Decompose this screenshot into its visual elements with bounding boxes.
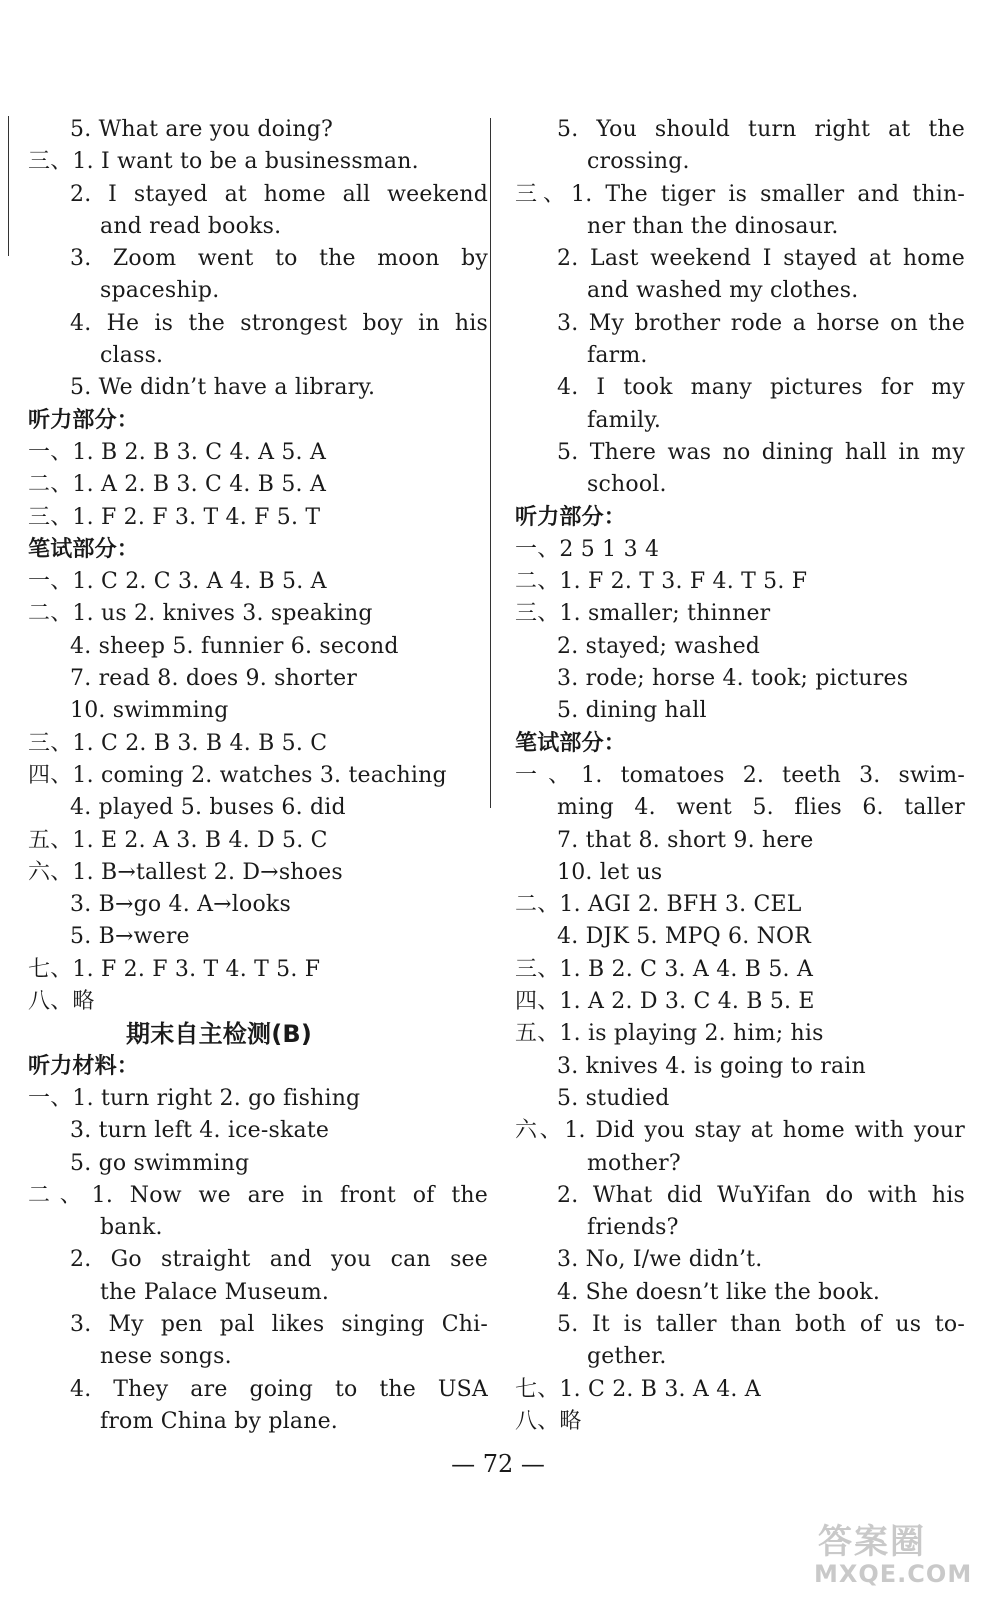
section-heading: 听力部分： (28, 407, 140, 433)
answer-line: 2. Last weekend I stayed at home (557, 246, 965, 272)
answer-line: 二、1. F 2. T 3. F 4. T 5. F (515, 569, 808, 595)
section-heading: 笔试部分： (28, 536, 140, 562)
answer-line: 七、1. F 2. F 3. T 4. T 5. F (28, 956, 321, 982)
answer-line: 4. They are going to the USA (70, 1376, 488, 1402)
answer-line: 10. swimming (70, 698, 229, 724)
answer-line: 六、1. B→tallest 2. D→shoes (28, 859, 343, 885)
answer-line: 2. What did WuYifan do with his (557, 1182, 965, 1208)
answer-line: 2. I stayed at home all weekend (70, 181, 488, 207)
answer-line: family. (587, 407, 662, 433)
answer-line: and washed my clothes. (587, 278, 859, 304)
answer-line: 六、1. Did you stay at home with your (515, 1118, 965, 1144)
answer-line: 5. You should turn right at the (557, 117, 965, 142)
answer-line: 3. No, I/we didn’t. (557, 1247, 763, 1273)
answer-line: 2. Go straight and you can see (70, 1247, 488, 1273)
answer-line: 三、1. The tiger is smaller and thin- (515, 181, 965, 207)
answer-line: ner than the dinosaur. (587, 213, 839, 239)
answer-line: 10. let us (557, 859, 663, 885)
answer-line: 5. studied (557, 1085, 670, 1111)
answer-line: 5. What are you doing? (70, 117, 334, 142)
answer-line: mother? (587, 1150, 681, 1176)
watermark-url: MXQE.COM (814, 1560, 973, 1588)
answer-line: 4. I took many pictures for my (557, 375, 965, 401)
answer-line: 八、略 (28, 989, 95, 1015)
answer-line: 三、1. B 2. C 3. A 4. B 5. A (515, 956, 814, 982)
answer-line: 二、1. us 2. knives 3. speaking (28, 601, 373, 627)
answer-line: gether. (587, 1344, 667, 1370)
answer-line: 四、1. coming 2. watches 3. teaching (28, 762, 447, 788)
answer-line: 一、1. tomatoes 2. teeth 3. swim- (515, 762, 965, 788)
answer-line: 五、1. E 2. A 3. B 4. D 5. C (28, 827, 328, 853)
answer-line: 3. B→go 4. A→looks (70, 892, 291, 918)
answer-line: 4. DJK 5. MPQ 6. NOR (557, 924, 812, 950)
answer-line: 一、1. C 2. C 3. A 4. B 5. A (28, 569, 327, 595)
answer-line: 4. sheep 5. funnier 6. second (70, 633, 399, 659)
answer-line: farm. (587, 343, 648, 369)
answer-line: 4. He is the strongest boy in his (70, 310, 488, 336)
section-heading: 听力材料： (28, 1053, 140, 1079)
answer-line: friends? (587, 1215, 679, 1241)
answer-line: crossing. (587, 149, 690, 175)
answer-line: nese songs. (100, 1344, 232, 1370)
answer-line: 7. that 8. short 9. here (557, 827, 814, 853)
watermark-logo (810, 1510, 990, 1596)
answer-line: 七、1. C 2. B 3. A 4. A (515, 1376, 761, 1402)
answer-line: the Palace Museum. (100, 1279, 330, 1305)
answer-line: 一、1. B 2. B 3. C 4. A 5. A (28, 439, 327, 465)
answer-line: 2. stayed; washed (557, 633, 761, 659)
answer-line: 7. read 8. does 9. shorter (70, 666, 358, 692)
answer-line: 八、略 (515, 1408, 582, 1434)
answer-line: 一、1. turn right 2. go fishing (28, 1085, 361, 1111)
answer-line: 5. B→were (70, 924, 190, 950)
watermark-title: 答案圈 (818, 1522, 926, 1562)
answer-line: 3. Zoom went to the moon by (70, 246, 488, 272)
answer-line: 三、1. F 2. F 3. T 4. F 5. T (28, 504, 321, 530)
answer-line: 一、2 5 1 3 4 (515, 536, 660, 562)
answer-line: 四、1. A 2. D 3. C 4. B 5. E (515, 989, 815, 1015)
answer-line: 5. We didn’t have a library. (70, 375, 376, 401)
answer-line: and read books. (100, 213, 282, 239)
answer-line: 3. My brother rode a horse on the (557, 310, 965, 336)
answer-line: 5. dining hall (557, 698, 707, 724)
column-divider-top (490, 118, 491, 808)
answer-line: ming 4. went 5. flies 6. taller (557, 795, 965, 821)
section-heading: 听力部分： (515, 504, 627, 530)
section-heading: 笔试部分： (515, 730, 627, 756)
answer-line: 3. turn left 4. ice-skate (70, 1118, 330, 1144)
answer-line: 二、1. Now we are in front of the (28, 1182, 488, 1208)
page-left-rule (8, 116, 9, 256)
answer-line: 5. It is taller than both of us to- (557, 1311, 965, 1337)
right-column (515, 114, 965, 1438)
section-title: 期末自主检测(B) (126, 1020, 313, 1049)
answer-line: from China by plane. (100, 1408, 338, 1434)
answer-line: 3. rode; horse 4. took; pictures (557, 666, 909, 692)
answer-line: 3. knives 4. is going to rain (557, 1053, 866, 1079)
left-column (28, 114, 488, 1438)
answer-line: 三、1. I want to be a businessman. (28, 149, 419, 175)
answer-line: 5. There was no dining hall in my (557, 439, 965, 465)
answer-line: 五、1. is playing 2. him; his (515, 1021, 824, 1047)
answer-line: 三、1. smaller; thinner (515, 601, 771, 627)
answer-line: bank. (100, 1215, 163, 1241)
answer-line: school. (587, 472, 667, 498)
answer-line: 4. played 5. buses 6. did (70, 795, 346, 821)
answer-line: 4. She doesn’t like the book. (557, 1279, 881, 1305)
answer-line: class. (100, 343, 164, 369)
answer-line: 二、1. AGI 2. BFH 3. CEL (515, 892, 802, 918)
page-number: — 72 — (451, 1450, 545, 1478)
answer-line: spaceship. (100, 278, 220, 304)
answer-line: 二、1. A 2. B 3. C 4. B 5. A (28, 472, 327, 498)
answer-line: 三、1. C 2. B 3. B 4. B 5. C (28, 730, 328, 756)
answer-line: 5. go swimming (70, 1150, 250, 1176)
answer-line: 3. My pen pal likes singing Chi- (70, 1311, 488, 1337)
